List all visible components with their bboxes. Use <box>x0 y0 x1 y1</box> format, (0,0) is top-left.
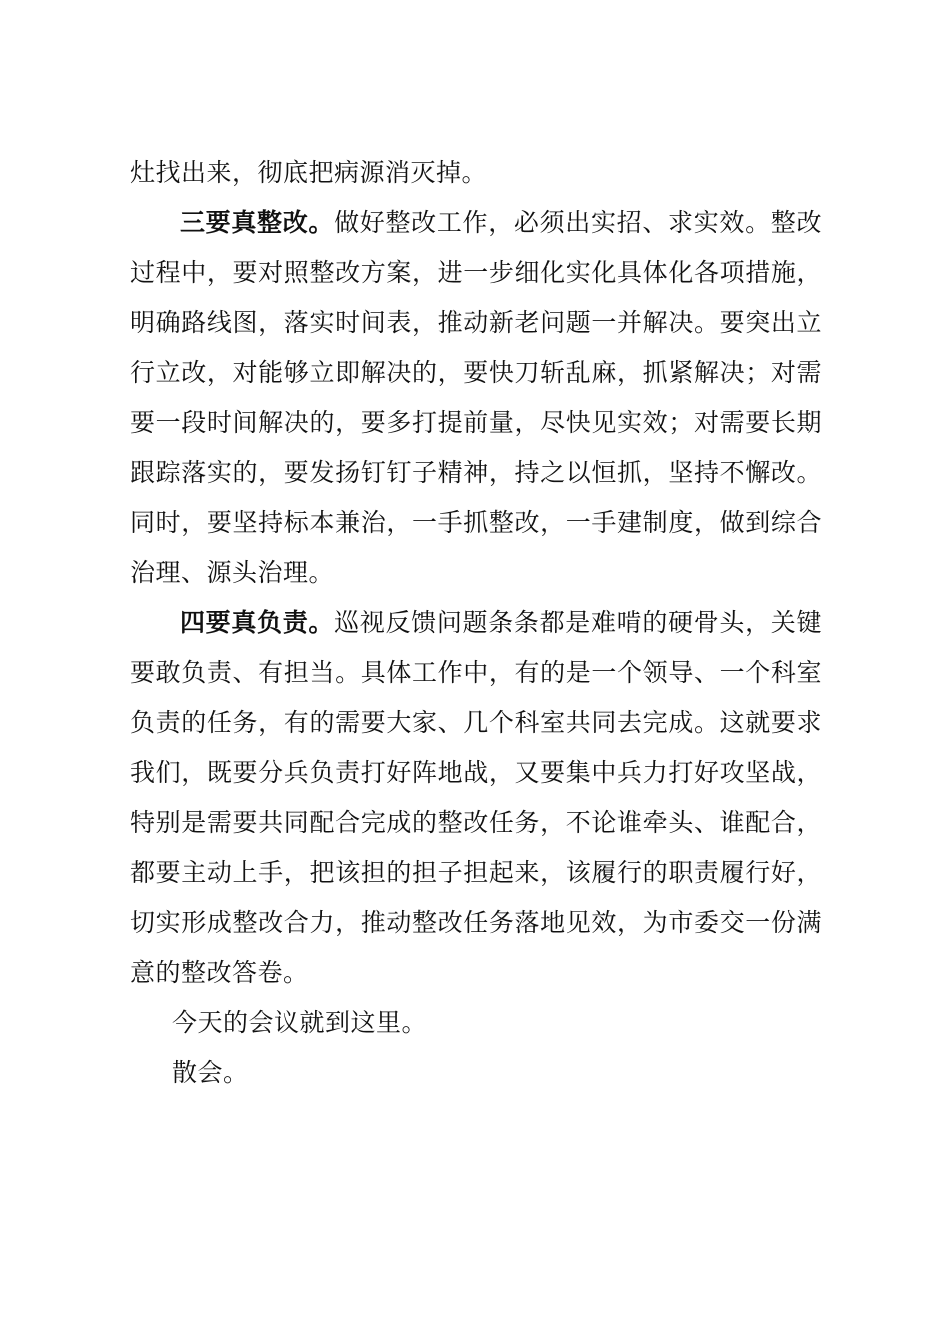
paragraph-text: 做好整改工作，必须出实招、求实效。整改过程中，要对照整改方案，进一步细化实化具体化各项措施，明确路线图，落实时间表，推动新老问题一并解决。要突出立行立改，对能够立即解决的，要快刀斩乱麻，抓紧解决；对需要一段时间解决的，要多打提前量，尽快见实效；对需要长期跟踪落实的，要发扬钉钉子精神，持之以恒抓，坚持不懈改。同时，要坚持标本兼治，一手抓整改，一手建制度，做到综合治理、源头治理。 <box>130 208 822 587</box>
section-heading: 四要真负责。 <box>180 608 335 637</box>
closing-line-meeting-end: 今天的会议就到这里。 <box>172 1008 428 1037</box>
paragraph-text: 灶找出来，彻底把病源消灭掉。 <box>130 158 488 187</box>
paragraph-section-three <box>130 198 822 598</box>
paragraph-continuation <box>130 148 822 198</box>
document-body <box>130 148 822 1098</box>
paragraph-text: 巡视反馈问题条条都是难啃的硬骨头，关键要敢负责、有担当。具体工作中，有的是一个领导、一个科室负责的任务，有的需要大家、几个科室共同去完成。这就要求我们，既要分兵负责打好阵地战，又要集中兵力打好攻坚战，特别是需要共同配合完成的整改任务，不论谁牵头、谁配合，都要主动上手，把该担的担子担起来，该履行的职责履行好，切实形成整改合力，推动整改任务落地见效，为市委交一份满意的整改答卷。 <box>130 608 822 987</box>
closing-line-adjourn: 散会。 <box>172 1058 249 1087</box>
section-heading: 三要真整改。 <box>180 208 335 237</box>
paragraph-section-four <box>130 598 822 998</box>
